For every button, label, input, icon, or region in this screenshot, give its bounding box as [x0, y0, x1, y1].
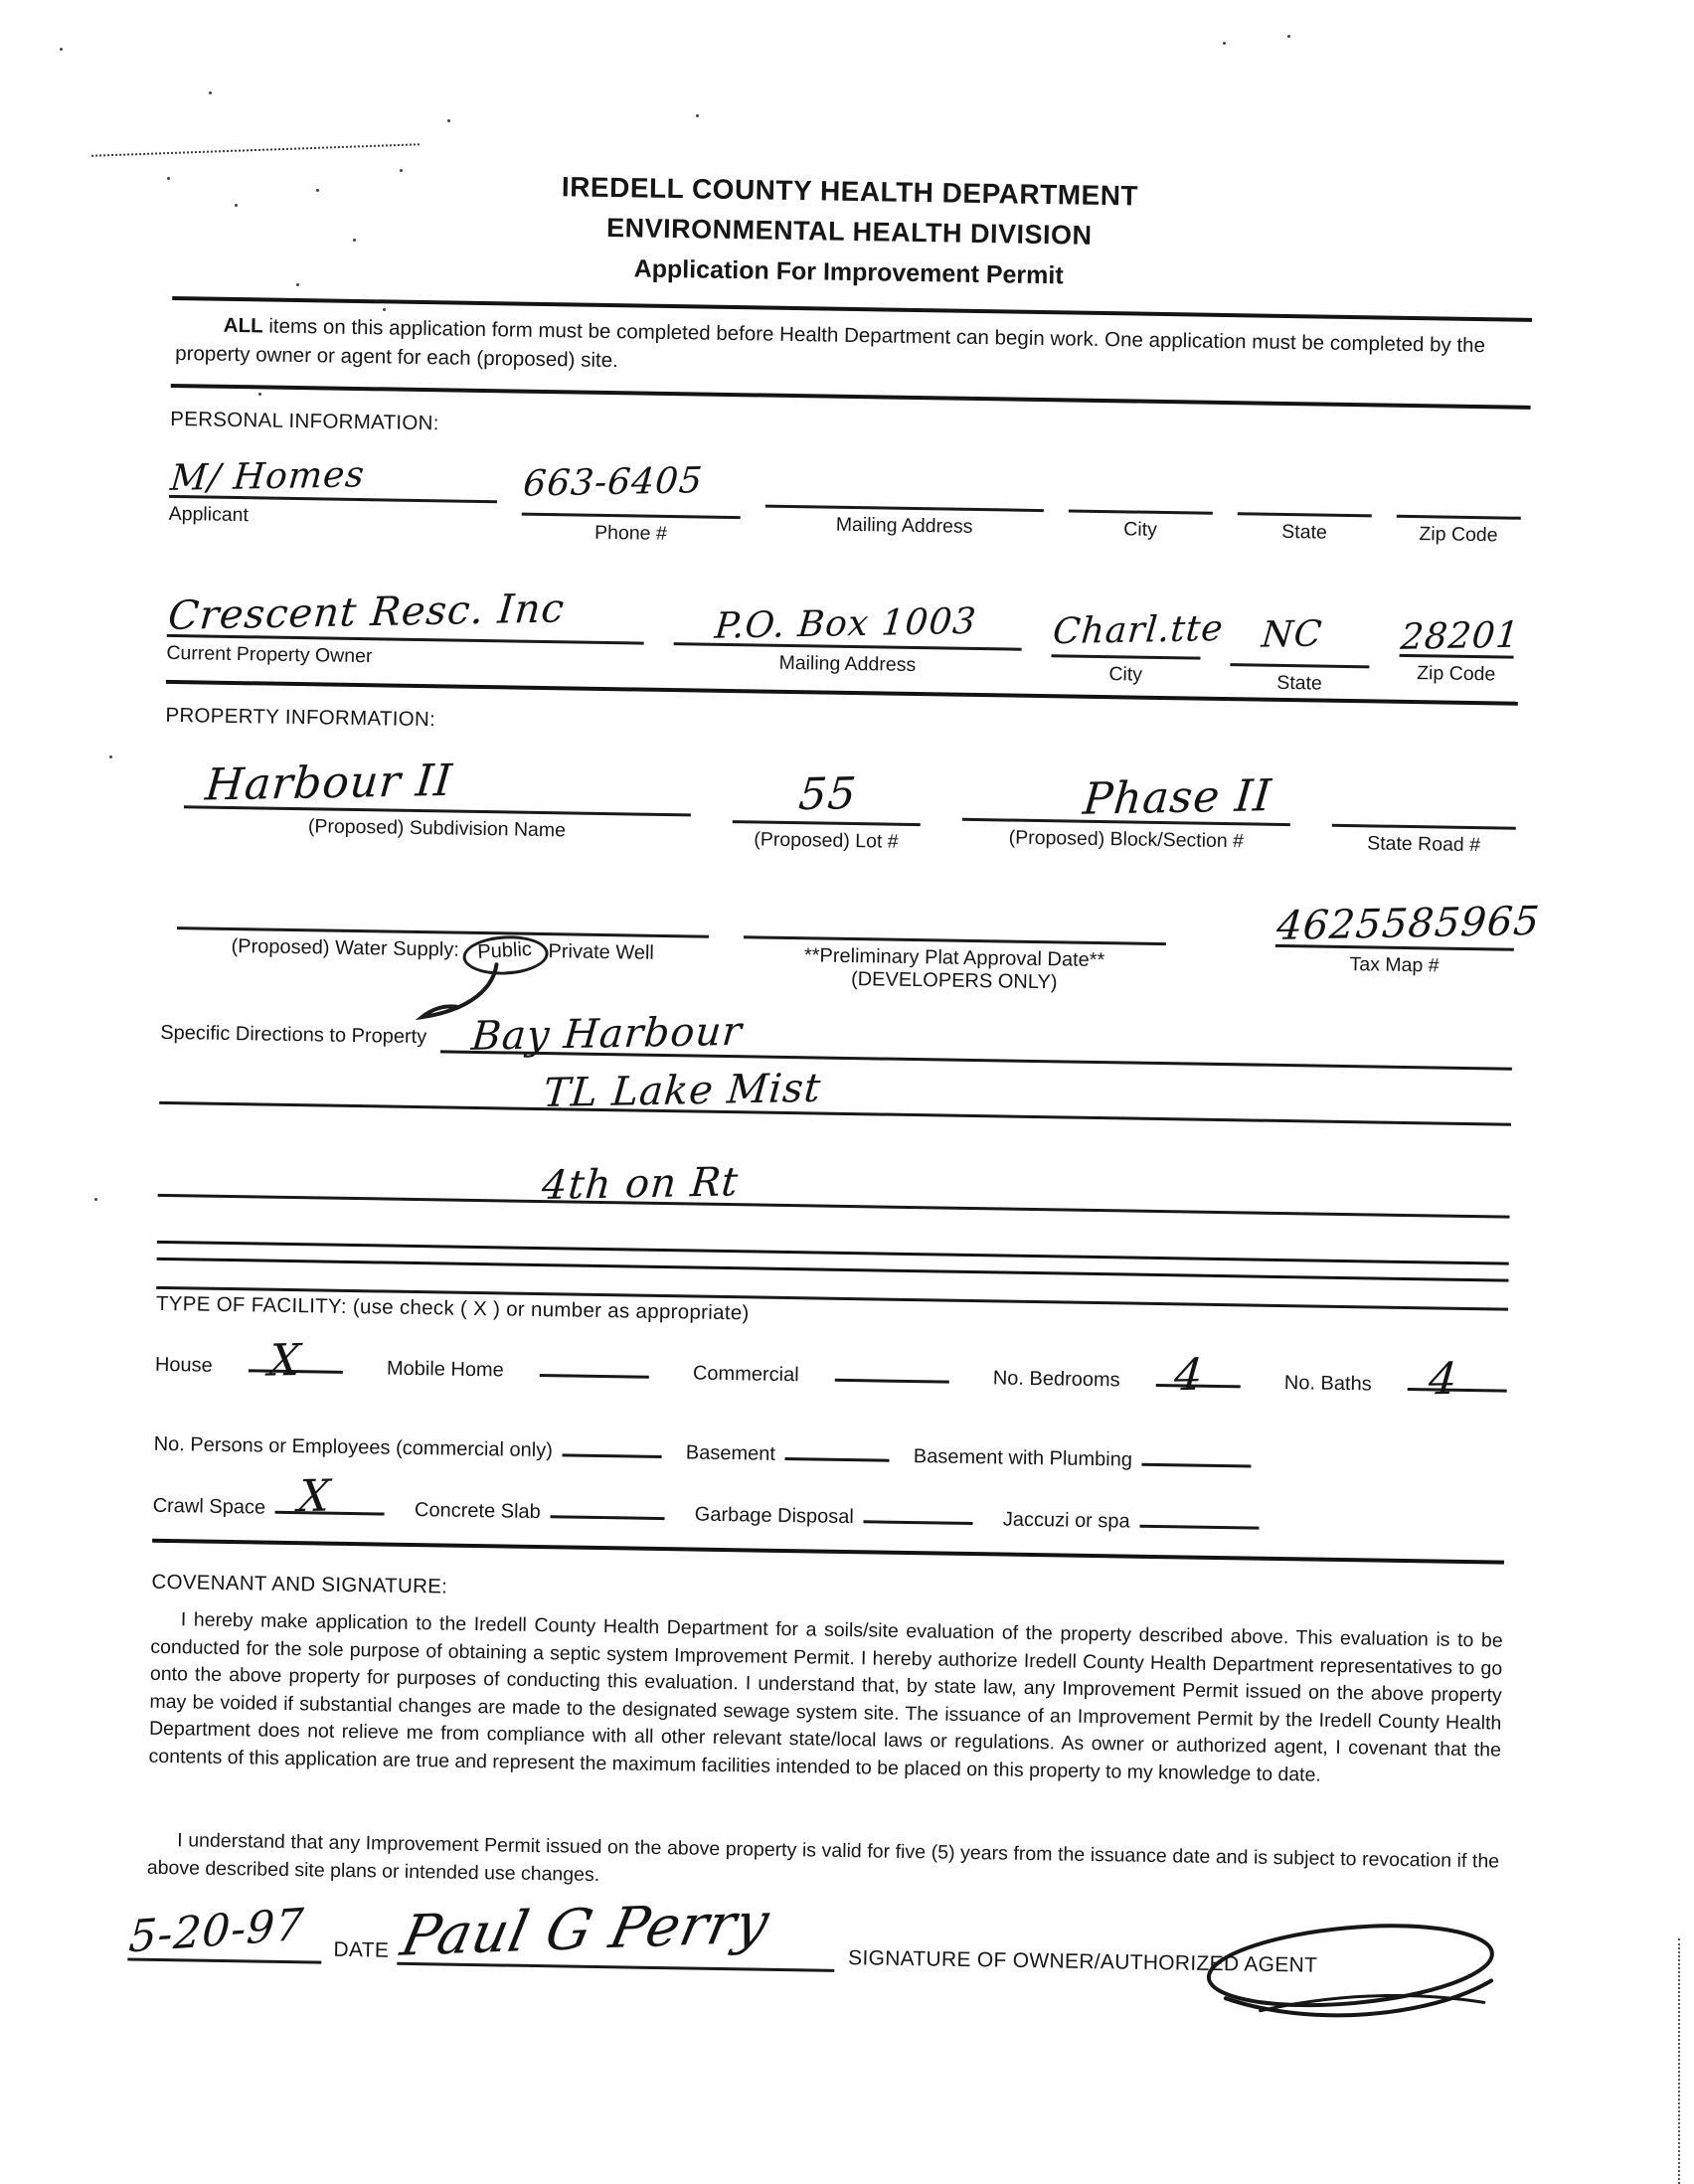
water-supply-public-option: Public — [461, 933, 549, 977]
bedrooms-value: 4 — [1172, 1350, 1206, 1402]
water-supply-label — [176, 929, 709, 974]
block-handwritten-value: Phase II — [1081, 770, 1274, 826]
concrete-slab-label: Concrete Slab — [414, 1499, 541, 1524]
crawl-space-blank — [275, 1470, 385, 1523]
field-subdivision-name — [183, 732, 691, 850]
directions-line-2 — [159, 1065, 1511, 1126]
property-row — [163, 732, 1517, 864]
personal-row-2 — [166, 565, 1520, 699]
scan-dot — [109, 756, 112, 758]
water-supply-label-prefix: (Proposed) Water Supply: — [231, 935, 460, 961]
covenant-paragraph-2: I understand that any Improvement Permit issued on the above property is valid for five (5) years from the issuance date and is subject to revocation if the above described site plans or intended use changes. — [146, 1829, 1500, 1886]
mailing-address-1-label: Mailing Address — [835, 513, 973, 538]
field-mailing-address-1 — [764, 445, 1045, 552]
field-state-2 — [1230, 582, 1371, 696]
field-preliminary-plat — [743, 870, 1167, 996]
phone-handwritten-value: 663-6405 — [521, 459, 705, 505]
facility-heading-note: (use check ( X ) or number as appropriate) — [352, 1295, 750, 1325]
bedrooms-blank — [1156, 1350, 1241, 1402]
field-lot-number — [732, 741, 923, 854]
bedrooms-label: No. Bedrooms — [992, 1367, 1120, 1392]
field-applicant — [168, 435, 498, 543]
commercial-blank — [835, 1355, 949, 1384]
zip-2-value: 28201 — [1399, 614, 1522, 658]
form-title-application: Application For Improvement Permit — [633, 254, 1064, 290]
field-city-1 — [1068, 449, 1214, 554]
state-2-label: State — [1276, 671, 1323, 695]
facility-row-1 — [154, 1335, 1507, 1406]
facility-heading-text: TYPE OF FACILITY: — [155, 1291, 348, 1318]
garbage-disposal-blank — [864, 1496, 973, 1525]
applicant-label: Applicant — [168, 502, 250, 527]
water-supply-private-option: Private Well — [548, 940, 654, 964]
intro-instructions — [171, 296, 1532, 410]
signature-label — [848, 1946, 1317, 1978]
date-line — [127, 1886, 322, 1963]
mobile-home-label: Mobile Home — [386, 1357, 504, 1382]
basement-label: Basement — [685, 1441, 776, 1465]
subdivision-handwritten-value: Harbour II — [203, 756, 455, 811]
scan-dot — [60, 48, 63, 51]
signature-line — [397, 1891, 835, 1972]
crawl-space-check: X — [296, 1470, 334, 1523]
tax-map-handwritten-value: 4625585965 — [1274, 898, 1542, 949]
covenant-heading: COVENANT AND SIGNATURE: — [151, 1570, 448, 1598]
crawl-space-label: Crawl Space — [152, 1494, 266, 1519]
directions-value-3: 4th on Rt — [540, 1159, 741, 1210]
scan-dot — [94, 1198, 97, 1201]
section-divider-3 — [152, 1539, 1504, 1565]
field-zip-1 — [1396, 455, 1522, 560]
concrete-slab-blank — [551, 1491, 665, 1520]
intro-bold-all: ALL — [223, 313, 263, 338]
field-state-road — [1331, 751, 1517, 864]
date-handwritten-value: 5-20-97 — [126, 1899, 306, 1963]
covenant-paragraph-1: I hereby make application to the Iredell County Health Department for a soils/site evaluation of the property described above. This evaluation is to be conducted for the sole purpose of obtaining a septic system Improvement Permit. I hereby authorize Iredell County Health Department representatives to go onto the above property for purposes of conducting this evaluation. I understand that, by state law, any Improvement Permit issued on the above property may be voided if substantial changes are made to the designated sewage system site. The issuance of an Improvement Permit by the Iredell County Health Department does not relieve me from compliance with all other relevant state/local laws or regulations. As owner or authorized agent, I covenant that the contents of this application are true and represent the maximum facilities intended to be placed on this property to my knowledge to date. — [148, 1608, 1503, 1786]
baths-label: No. Baths — [1283, 1372, 1372, 1396]
property-information-heading: PROPERTY INFORMATION: — [165, 703, 436, 732]
field-city-2 — [1051, 579, 1226, 693]
directions-line-1 — [440, 1010, 1513, 1070]
signature-label-text: SIGNATURE OF OWNER/AUTHORIZED AGENT — [847, 1946, 1318, 1977]
scan-edge-line — [1678, 1938, 1680, 2184]
persons-blank — [563, 1429, 662, 1458]
date-label: DATE — [333, 1937, 390, 1962]
signature-handwritten-value: Paul G Perry — [395, 1890, 775, 1969]
personal-information-heading: PERSONAL INFORMATION: — [170, 407, 439, 435]
baths-blank — [1408, 1354, 1507, 1406]
block-label: (Proposed) Block/Section # — [1008, 826, 1245, 853]
city-2-value: Charl.tte — [1051, 607, 1226, 652]
field-mailing-address-2 — [673, 573, 1023, 691]
city-2-label: City — [1108, 663, 1143, 686]
intro-text: items on this application form must be completed before Health Department can begin work. One application must be completed by the property owner or agent for each (proposed) site. — [175, 314, 1486, 373]
house-check: X — [266, 1335, 303, 1388]
mailing-address-2-value: P.O. Box 1003 — [713, 600, 979, 647]
owner-handwritten-value: Crescent Resc. Inc — [166, 586, 567, 639]
zip-1-label: Zip Code — [1419, 523, 1498, 547]
state-road-label: State Road # — [1367, 832, 1481, 857]
mailing-address-2-label: Mailing Address — [778, 651, 917, 677]
basement-plumbing-label: Basement with Plumbing — [913, 1445, 1133, 1471]
field-current-property-owner — [166, 565, 645, 685]
lot-handwritten-value: 55 — [796, 768, 859, 821]
house-blank — [249, 1335, 343, 1388]
subdivision-label: (Proposed) Subdivision Name — [307, 815, 567, 842]
commercial-label: Commercial — [692, 1362, 799, 1387]
field-tax-map — [1274, 879, 1542, 1002]
mobile-home-blank — [540, 1350, 649, 1379]
jaccuzi-blank — [1140, 1501, 1260, 1530]
lot-label: (Proposed) Lot # — [754, 828, 899, 853]
house-label: House — [154, 1353, 213, 1377]
form-title-department: IREDELL COUNTY HEALTH DEPARTMENT — [561, 171, 1139, 212]
owner-label: Current Property Owner — [166, 641, 373, 668]
plat-label: **Preliminary Plat Approval Date** — [803, 944, 1105, 972]
persons-label: No. Persons or Employees (commercial only) — [153, 1432, 554, 1462]
directions-value-2: TL Lake Mist — [541, 1065, 823, 1117]
personal-row-1 — [168, 435, 1521, 560]
field-block-section — [962, 745, 1291, 860]
scan-dot — [167, 177, 170, 180]
field-state-1 — [1237, 452, 1373, 557]
field-water-supply — [176, 861, 710, 989]
tax-map-label: Tax Map # — [1349, 953, 1440, 977]
basement-blank — [785, 1433, 890, 1462]
state-2-value: NC — [1260, 612, 1324, 656]
applicant-handwritten-value: M/ Homes — [168, 453, 367, 499]
state-1-label: State — [1281, 520, 1327, 544]
signature-row — [126, 1887, 1498, 1983]
zip-2-label: Zip Code — [1417, 662, 1496, 686]
city-1-label: City — [1123, 518, 1158, 541]
form-title-division: ENVIRONMENTAL HEALTH DIVISION — [605, 212, 1093, 251]
form-title-block — [173, 165, 1527, 298]
water-plat-tax-row — [161, 861, 1542, 1002]
jaccuzi-label: Jaccuzi or spa — [1002, 1508, 1130, 1533]
directions-row — [160, 1006, 1513, 1071]
plat-sublabel: (DEVELOPERS ONLY) — [850, 968, 1058, 994]
facility-row-2 — [153, 1424, 1505, 1478]
garbage-disposal-label: Garbage Disposal — [694, 1503, 854, 1529]
directions-line-3 — [158, 1159, 1510, 1219]
field-zip-2 — [1399, 585, 1522, 699]
directions-label: Specific Directions to Property — [160, 1021, 427, 1049]
field-phone — [521, 441, 742, 548]
facility-row-3 — [152, 1470, 1504, 1540]
baths-value: 4 — [1427, 1354, 1460, 1406]
directions-value-1: Bay Harbour — [469, 1008, 745, 1060]
phone-label: Phone # — [593, 521, 667, 545]
basement-plumbing-blank — [1142, 1439, 1252, 1468]
